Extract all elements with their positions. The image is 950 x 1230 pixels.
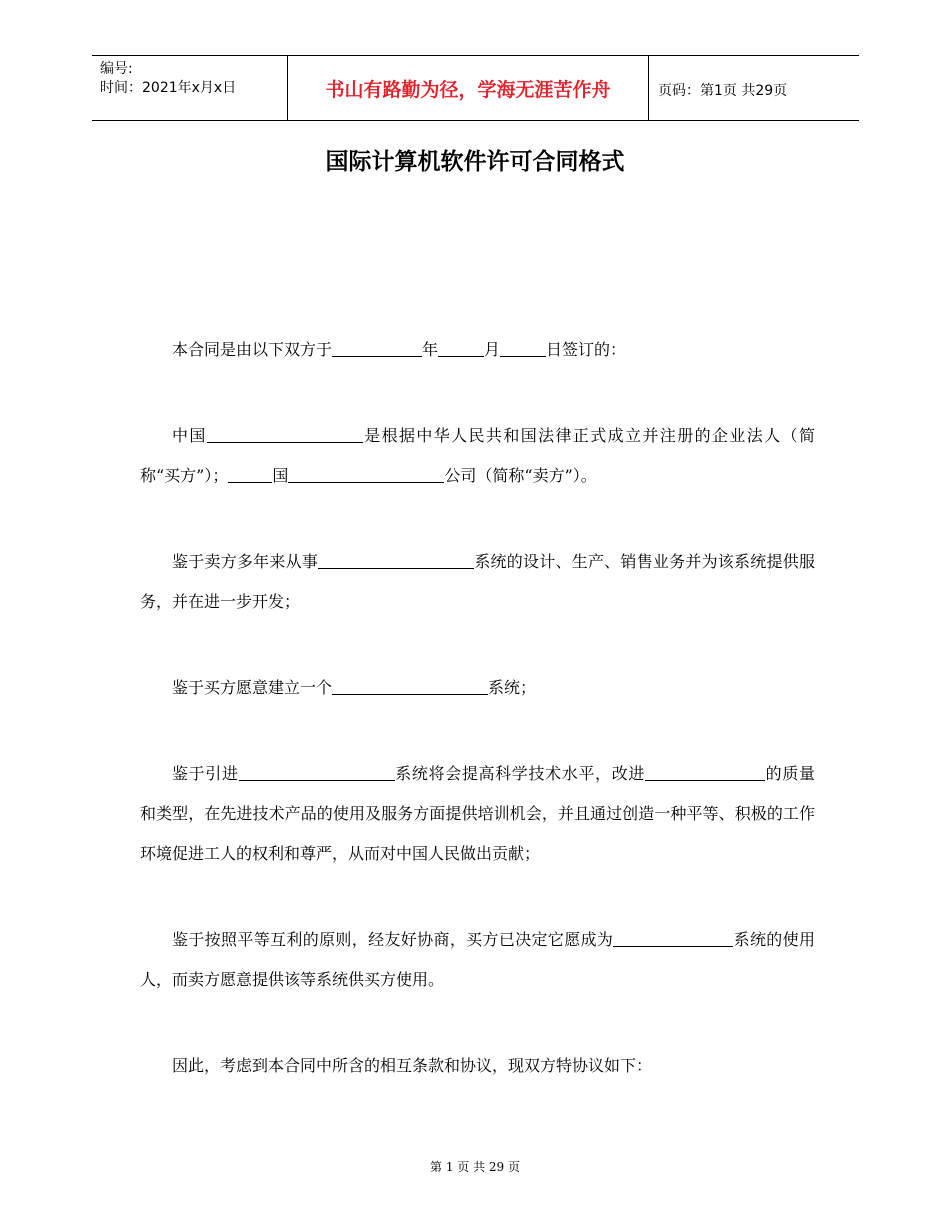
paragraph-parties: 中国 是根据中华人民共和国法律正式成立并注册的企业法人（简称“买方”）； 国 公司（简称“卖方”）。 (140, 426, 815, 485)
paragraph-signing-date: 本合同是由以下双方于 年 月 日签订的： (172, 340, 627, 359)
paragraph-seller-business: 鉴于卖方多年来从事 系统的设计、生产、销售业务并为该系统提供服务，并在进一步开发； (140, 552, 815, 611)
blank-user-system (613, 930, 733, 947)
blank-day (500, 340, 546, 357)
blank-buyer-name (207, 426, 363, 443)
header-page-info: 页码：第1页 共29页 (658, 83, 788, 99)
paragraph-introduction-benefit: 鉴于引进 系统将会提高科学技术水平，改进 的质量和类型，在先进技术产品的使用及服务方面提供培训机会，并且通过创造一种平等、积极的工作环境促进工人的权利和尊严，从而对中国人民做出贡献； (140, 764, 815, 863)
document-number-label: 编号: (100, 61, 133, 77)
blank-year (332, 340, 422, 357)
blank-seller-name (288, 466, 444, 483)
page-footer: 第 1 页 共 29 页 (430, 1160, 520, 1174)
document-time-label: 时间：2021年x月x日 (100, 80, 237, 96)
blank-buyer-system (332, 678, 488, 695)
blank-introduced-system (239, 764, 395, 781)
page-header (92, 55, 859, 121)
header-meta (100, 60, 285, 98)
blank-system-name (318, 552, 474, 569)
paragraph-buyer-intent: 鉴于买方愿意建立一个 系统； (172, 678, 537, 697)
blank-improved-item (645, 764, 765, 781)
paragraph-agreement: 因此，考虑到本合同中所含的相互条款和协议，现双方特协议如下： (172, 1056, 653, 1075)
document-body (140, 330, 815, 1132)
paragraph-mutual-benefit: 鉴于按照平等互利的原则，经友好协商，买方已决定它愿成为 系统的使用人，而卖方愿意提供该等系统供买方使用。 (140, 930, 815, 989)
blank-month (438, 340, 484, 357)
document-title: 国际计算机软件许可合同格式 (325, 149, 625, 175)
header-motto: 书山有路勤为径，学海无涯苦作舟 (287, 56, 649, 120)
blank-seller-country (228, 466, 272, 483)
